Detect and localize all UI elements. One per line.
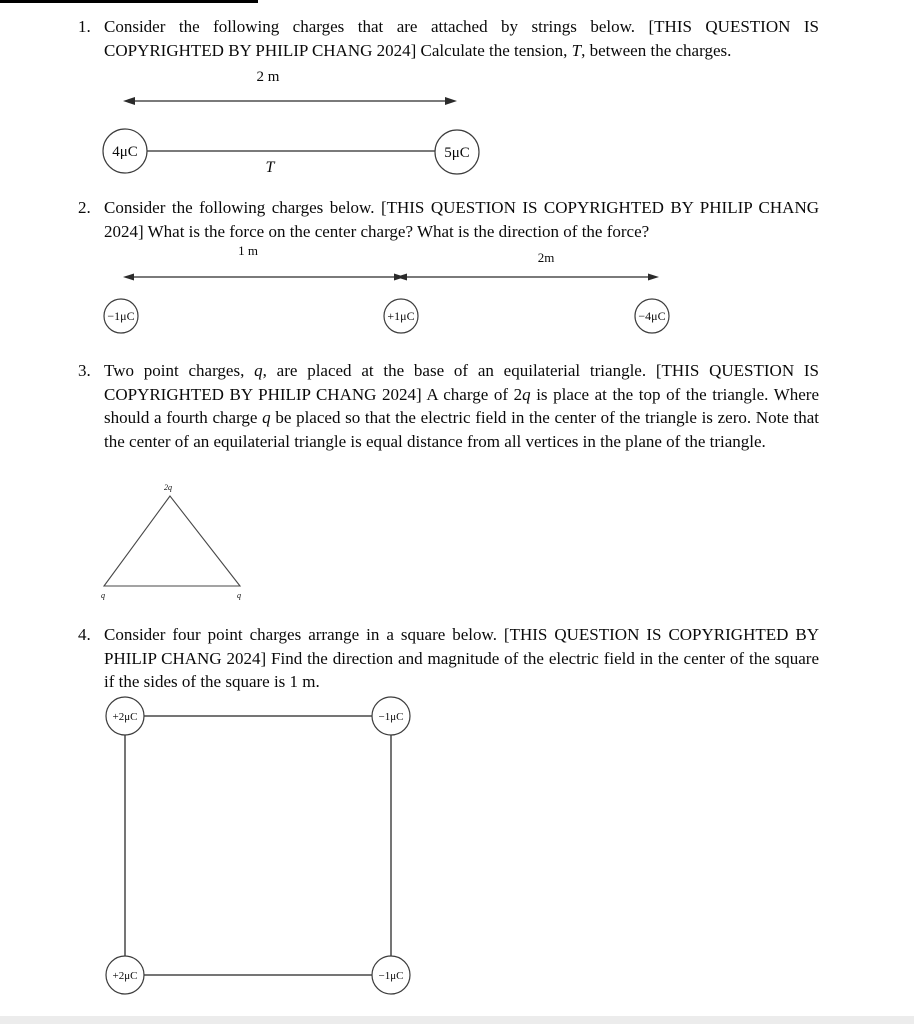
diagram-equilateral-triangle xyxy=(95,478,265,608)
diagram1-dimension-arrow xyxy=(123,97,457,105)
diagram-tension-two-charges xyxy=(90,64,490,186)
diagram1-right-charge-label: 5μC xyxy=(444,145,470,161)
page-bottom-edge xyxy=(0,1016,914,1024)
diagram2-left-charge-label: −1μC xyxy=(107,309,135,323)
diagram4-square-outline xyxy=(125,716,391,975)
diagram2-right-distance-label: 2m xyxy=(537,250,555,265)
diagram4-top-right-charge-label: −1μC xyxy=(378,711,404,723)
diagram3-right-charge-label: q xyxy=(237,591,241,600)
problem-4 xyxy=(78,623,819,694)
diagram4-bottom-left-charge-label: +2μC xyxy=(112,970,138,982)
problem-2-number: 2. xyxy=(78,198,91,217)
problem-1-number: 1. xyxy=(78,17,91,36)
page-top-rule xyxy=(0,0,258,3)
diagram2-center-charge-label: +1μC xyxy=(387,309,415,323)
problem-2 xyxy=(78,196,819,243)
diagram3-triangle-outline xyxy=(104,496,240,586)
diagram1-distance-label: 2 m xyxy=(256,69,280,85)
problem-2-text: Consider the following charges below. [THIS QUESTION IS COPYRIGHTED BY PHILIP CHANG 2024] What is the force on the center charge? What is the direction of the force? xyxy=(104,198,819,241)
diagram4-bottom-right-charge-label: −1μC xyxy=(378,970,404,982)
problem-3-number: 3. xyxy=(78,361,91,380)
diagram-square-four-charges xyxy=(100,695,430,997)
diagram2-right-dimension-arrow xyxy=(396,274,659,281)
problem-1-text: Consider the following charges that are attached by strings below. [THIS QUESTION IS COPYRIGHTED BY PHILIP CHANG 2024] Calculate the tension, T, between the charges. xyxy=(104,17,819,60)
diagram2-left-distance-label: 1 m xyxy=(238,243,258,258)
problem-3-text: Two point charges, q, are placed at the base of an equilaterial triangle. [THIS QUESTION IS COPYRIGHTED BY PHILIP CHANG 2024] A charge of 2q is place at the top of the triangle. Where should a fourth charge q be placed so that the electric field in the center of the triangle is zero. Note that the center of an equilaterial triangle is equal distance from all vertices in the plane of the triangle. xyxy=(104,361,820,451)
diagram1-left-charge-label: 4μC xyxy=(112,144,138,160)
problem-3 xyxy=(78,359,819,453)
problem-1 xyxy=(78,15,819,62)
diagram2-right-charge-label: −4μC xyxy=(638,309,666,323)
problem-4-text: Consider four point charges arrange in a square below. [THIS QUESTION IS COPYRIGHTED BY PHILIP CHANG 2024] Find the direction and magnitude of the electric field in the center of the square if the sides of the square is 1 m. xyxy=(104,625,819,691)
diagram1-tension-label: T xyxy=(265,159,275,176)
diagram3-top-charge-label: 2q xyxy=(164,483,172,492)
diagram3-left-charge-label: q xyxy=(101,591,105,600)
problem-4-number: 4. xyxy=(78,625,91,644)
diagram-three-charges-line xyxy=(90,240,690,340)
diagram2-left-dimension-arrow xyxy=(123,274,405,281)
diagram4-top-left-charge-label: +2μC xyxy=(112,711,138,723)
